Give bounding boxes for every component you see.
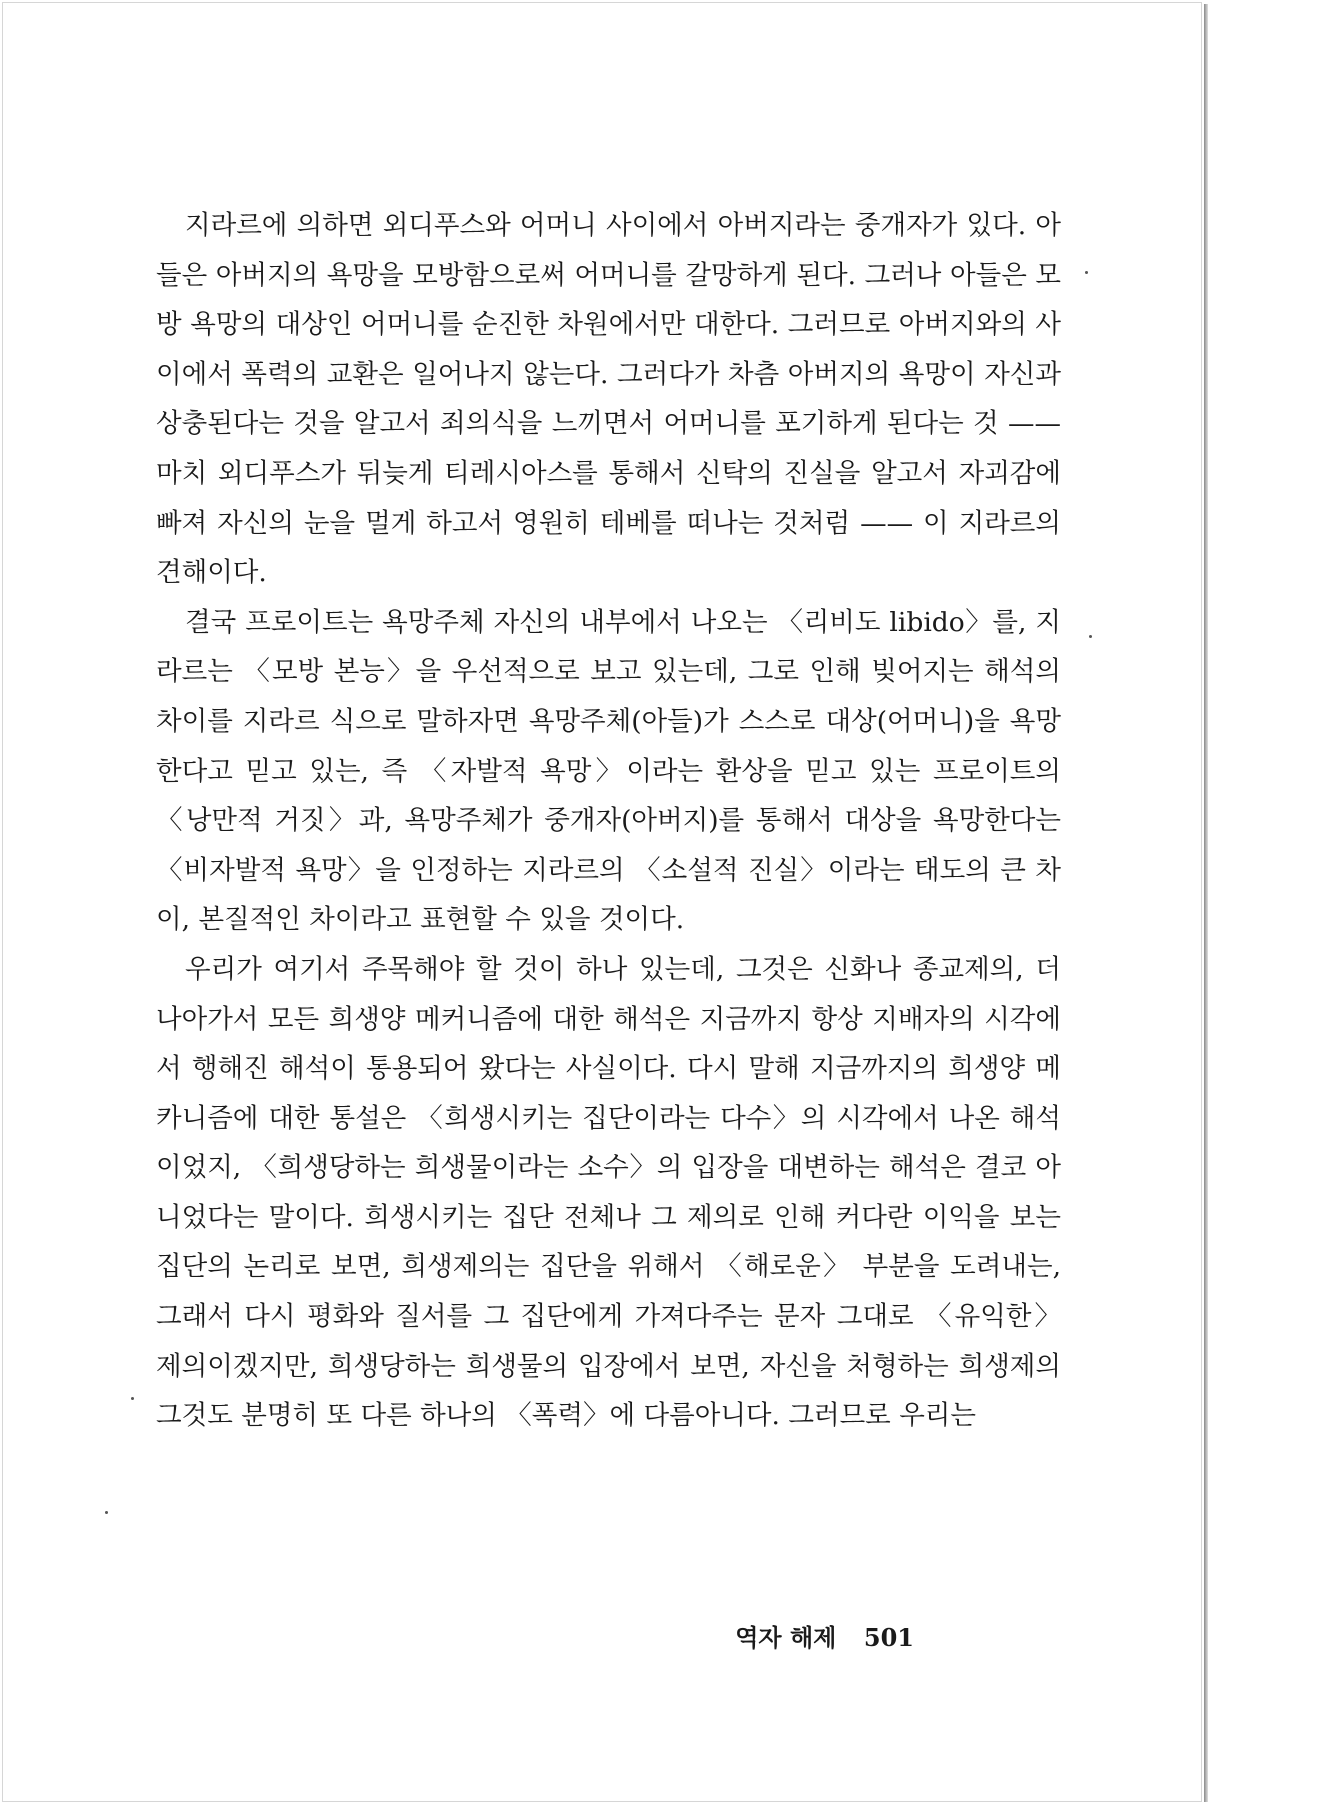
scan-speck (1085, 271, 1088, 274)
running-footer (735, 1618, 914, 1653)
page-edge-shadow (1204, 4, 1208, 1802)
paragraph: 결국 프로이트는 욕망주체 자신의 내부에서 나오는 〈리비도 libido〉를, 지라르는 〈모방 본능〉을 우선적으로 보고 있는데, 그로 인해 빚어지는 해석의 차이를 지라르 식으로 말하자면 욕망주체(아들)가 스스로 대상(어머니)을 욕망한다고 믿고 있는, 즉 〈자발적 욕망〉이라는 환상을 믿고 있는 프로이트의 〈낭만적 거짓〉과, 욕망주체가 중개자(아버지)를 통해서 대상을 욕망한다는 〈비자발적 욕망〉을 인정하는 지라르의 〈소설적 진실〉이라는 태도의 큰 차이, 본질적인 차이라고 표현할 수 있을 것이다. (156, 606, 1061, 936)
scan-speck (1089, 635, 1092, 638)
scan-speck (105, 1511, 108, 1514)
page-number: 501 (863, 1623, 914, 1652)
book-page (2, 2, 1202, 1802)
paragraph: 지라르에 의하면 외디푸스와 어머니 사이에서 아버지라는 중개자가 있다. 아들은 아버지의 욕망을 모방함으로써 어머니를 갈망하게 된다. 그러나 아들은 모방 욕망의 대상인 어머니를 순진한 차원에서만 대한다. 그러므로 아버지와의 사이에서 폭력의 교환은 일어나지 않는다. 그러다가 차츰 아버지의 욕망이 자신과 상충된다는 것을 알고서 죄의식을 느끼면서 어머니를 포기하게 된다는 것 —— 마치 외디푸스가 뒤늦게 티레시아스를 통해서 신탁의 진실을 알고서 자괴감에 빠져 자신의 눈을 멀게 하고서 영원히 테베를 떠나는 것처럼 —— 이 지라르의 견해이다. (156, 210, 1061, 589)
paragraph: 우리가 여기서 주목해야 할 것이 하나 있는데, 그것은 신화나 종교제의, 더 나아가서 모든 희생양 메커니즘에 대한 해석은 지금까지 항상 지배자의 시각에서 행해진 해석이 통용되어 왔다는 사실이다. 다시 말해 지금까지의 희생양 메카니즘에 대한 통설은 〈희생시키는 집단이라는 다수〉의 시각에서 나온 해석이었지, 〈희생당하는 희생물이라는 소수〉의 입장을 대변하는 해석은 결코 아니었다는 말이다. 희생시키는 집단 전체나 그 제의로 인해 커다란 이익을 보는 집단의 논리로 보면, 희생제의는 집단을 위해서 〈해로운〉 부분을 도려내는, 그래서 다시 평화와 질서를 그 집단에게 가져다주는 문자 그대로 〈유익한〉 제의이겠지만, 희생당하는 희생물의 입장에서 보면, 자신을 처형하는 희생제의 그것도 분명히 또 다른 하나의 〈폭력〉에 다름아니다. 그러므로 우리는 (156, 953, 1061, 1432)
footer-section-title: 역자 해제 (735, 1623, 837, 1652)
scan-speck (131, 1397, 134, 1400)
body-text (156, 201, 1061, 1441)
